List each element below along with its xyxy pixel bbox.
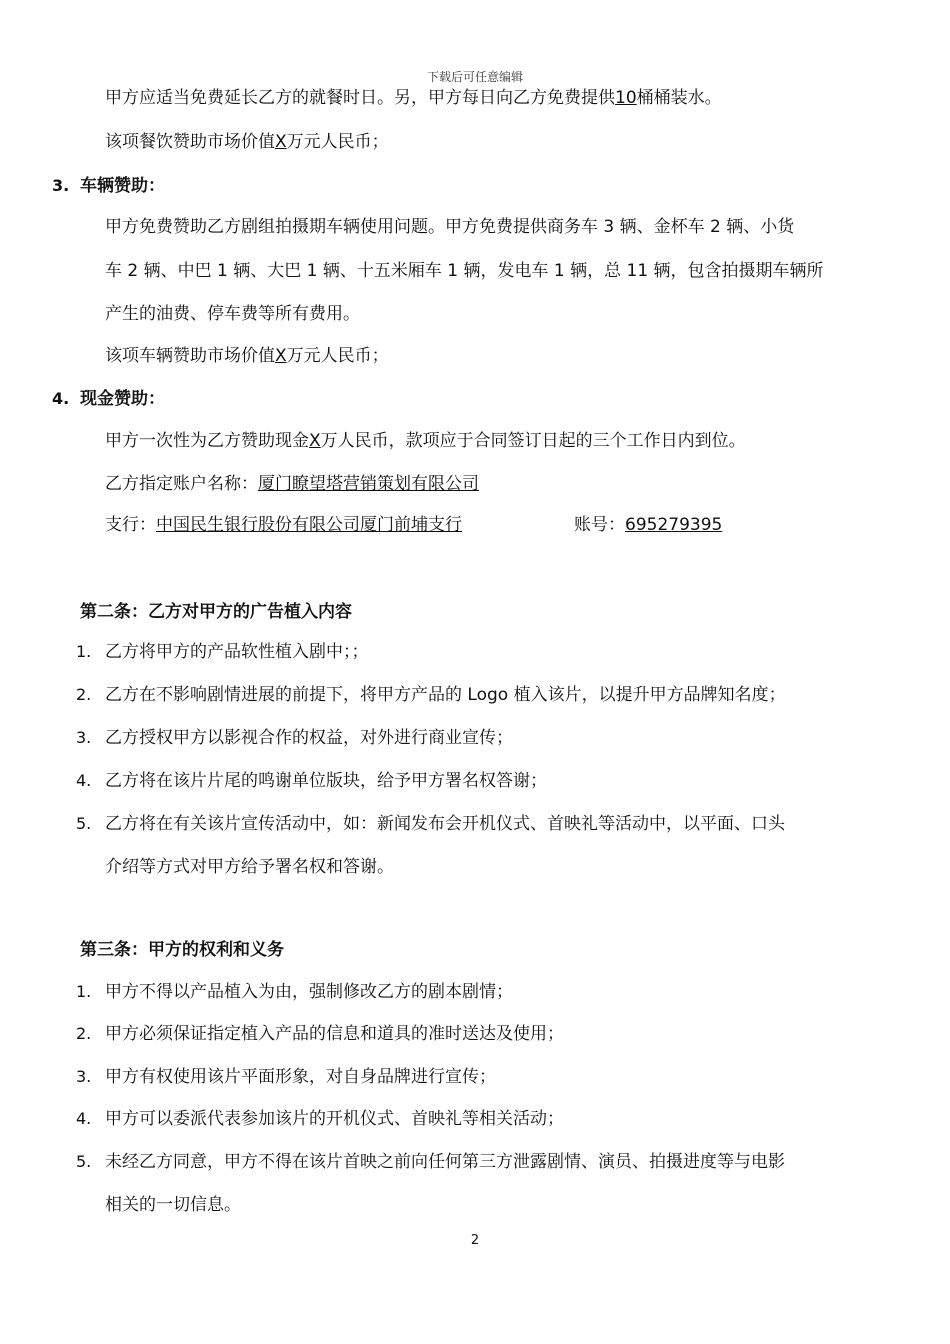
list-item: 乙方在不影响剧情进展的前提下，将甲方产品的 Logo 植入该片，以提升甲方品牌知名度； [105, 685, 786, 705]
text: 万元人民币； [286, 346, 389, 366]
label: 支行： [105, 515, 156, 535]
list-number: 1. [76, 642, 92, 661]
list-item: 乙方将在该片片尾的鸣谢单位版块，给予甲方署名权答谢； [105, 771, 547, 791]
account-number-line [574, 513, 722, 537]
list-number: 1. [76, 982, 92, 1001]
text: 桶桶装水。 [636, 88, 722, 108]
text: 该项餐饮赞助市场价值 [105, 132, 275, 152]
item-title-vehicle: 车辆赞助： [80, 176, 165, 196]
list-number: 4. [76, 1109, 92, 1128]
text: 甲方应适当免费延长乙方的就餐时日。另，甲方每日向乙方免费提供 [105, 88, 615, 108]
list-item: 甲方必须保证指定植入产品的信息和道具的准时送达及使用； [105, 1024, 564, 1044]
paragraph-catering-value [105, 130, 389, 154]
text: 万人民币，款项应于合同签订日起的三个工作日内到位。 [320, 431, 746, 451]
list-item: 甲方有权使用该片平面形象，对自身品牌进行宣传； [105, 1067, 496, 1087]
list-number: 3. [76, 1067, 92, 1086]
account-name: 厦门瞭望塔营销策划有限公司 [258, 474, 479, 494]
vehicle-body-line: 产生的油费、停车费等所有费用。 [105, 304, 360, 324]
value-placeholder: X [275, 346, 287, 366]
list-number: 5. [76, 1152, 92, 1171]
page-number: 2 [470, 1233, 480, 1248]
list-number: 2. [76, 1024, 92, 1043]
label: 账号： [574, 515, 625, 535]
item-number: 3. [52, 176, 70, 195]
vehicle-body-line: 甲方免费赞助乙方剧组拍摄期车辆使用问题。甲方免费提供商务车 3 辆、金杯车 2 辆、小货 [105, 217, 795, 237]
watermark-text: 下载后可任意编辑 [426, 70, 523, 84]
account-name-line [105, 472, 479, 496]
water-quantity: 10 [615, 88, 637, 108]
list-item: 未经乙方同意，甲方不得在该片首映之前向任何第三方泄露剧情、演员、拍摄进度等与电影 [105, 1152, 785, 1172]
label: 乙方指定账户名称： [105, 474, 258, 494]
list-item: 甲方可以委派代表参加该片的开机仪式、首映礼等相关活动； [105, 1109, 564, 1129]
list-item: 乙方授权甲方以影视合作的权益，对外进行商业宣传； [105, 728, 513, 748]
list-number: 3. [76, 728, 92, 747]
paragraph-vehicle-value [105, 344, 389, 368]
list-item: 乙方将甲方的产品软性植入剧中；； [105, 642, 369, 662]
item-number: 4. [52, 389, 70, 408]
list-item: 乙方将在有关该片宣传活动中，如：新闻发布会开机仪式、首映礼等活动中，以平面、口头 [105, 814, 785, 834]
list-number: 2. [76, 685, 92, 704]
paragraph-cash [105, 429, 746, 453]
branch-name: 中国民生银行股份有限公司厦门前埔支行 [156, 515, 462, 535]
item-title-cash: 现金赞助： [80, 389, 165, 409]
article-2-heading: 第二条：乙方对甲方的广告植入内容 [80, 602, 352, 622]
text: 该项车辆赞助市场价值 [105, 346, 275, 366]
text: 万元人民币； [286, 132, 389, 152]
branch-line [105, 513, 462, 537]
list-number: 4. [76, 771, 92, 790]
list-item-continuation: 介绍等方式对甲方给予署名权和答谢。 [105, 857, 394, 877]
text: 甲方一次性为乙方赞助现金 [105, 431, 309, 451]
account-number: 695279395 [625, 515, 723, 535]
list-item: 甲方不得以产品植入为由，强制修改乙方的剧本剧情； [105, 982, 513, 1002]
article-3-heading: 第三条：甲方的权利和义务 [80, 940, 284, 960]
list-item-continuation: 相关的一切信息。 [105, 1195, 241, 1215]
value-placeholder: X [309, 431, 321, 451]
list-number: 5. [76, 814, 92, 833]
paragraph-catering-extension [105, 86, 722, 110]
vehicle-body-line: 车 2 辆、中巴 1 辆、大巴 1 辆、十五米厢车 1 辆，发电车 1 辆，总 11 辆，包含拍摄期车辆所 [105, 261, 824, 281]
value-placeholder: X [275, 132, 287, 152]
